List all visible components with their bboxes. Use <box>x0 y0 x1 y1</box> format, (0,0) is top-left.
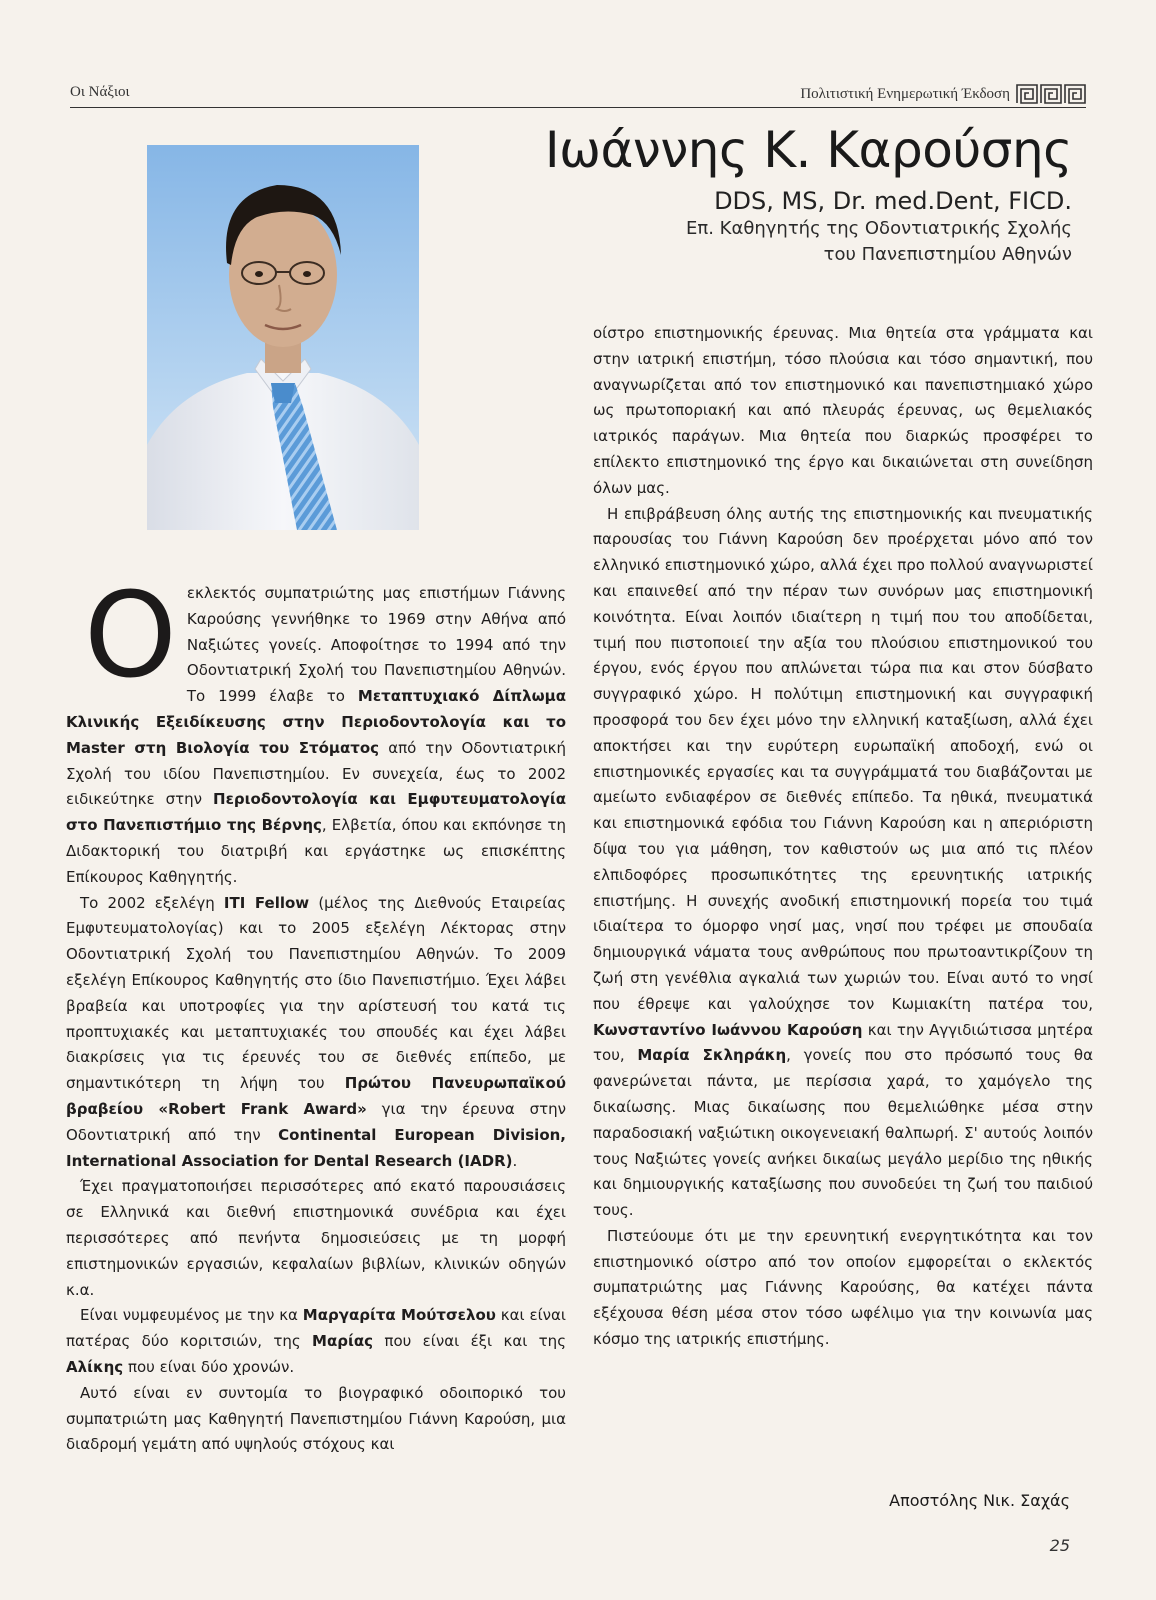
body-text: Πιστεύουμε ότι με την ερευνητική ενεργητικότητα και τον επιστημονικό οίστρο από τον οποίον εμφορείται ο εκλεκτός συμπατριώτης μας Γιάννης Καρούσης, θα κατέχει πάντα εξέχουσα θέση μέσα στον τόσο ωφέλιμο για την κοινωνία μας κόσμο της ιατρικής επιστήμης. <box>593 1226 1093 1349</box>
paragraph <box>593 321 1093 502</box>
body-text: Έχει πραγματοποιήσει περισσότερες από εκατό παρουσιάσεις σε Ελληνικά και διεθνή επιστημονικά συνέδρια και έχει περισσότερες από πενήντα δημοσιεύσεις με τη μορφή επιστημονικών εργασιών, κεφαλαίων βιβλίων, κλινικών οδηγών κ.α. <box>66 1177 566 1299</box>
bold-text: Μαρίας <box>312 1332 374 1351</box>
portrait-photo <box>147 145 419 530</box>
bold-text: ITI Fellow <box>223 893 310 912</box>
paragraph <box>593 1224 1093 1353</box>
bold-text: Περιοδοντολογία και Εμφυτευματολογία στο Πανεπιστήμιο της Βέρνης <box>66 790 567 835</box>
page-number: 25 <box>1049 1536 1070 1555</box>
paragraph <box>66 1174 566 1303</box>
bold-text: Αλίκης <box>66 1357 124 1376</box>
right-column <box>593 321 1093 1353</box>
bold-text: Μεταπτυχιακό Δίπλωμα Κλινικής Εξειδίκευσης στην Περιοδοντολογία και το Master στη Βιολογία του Στόματος <box>66 687 566 757</box>
bold-text: Κωνσταντίνο Ιωάννου Καρούση <box>593 1020 863 1039</box>
body-text: (μέλος της Διεθνούς Εταιρείας Εμφυτευματολογίας) και το 2005 εξελέγη Λέκτορας στην Οδοντιατρική Σχολή του Πανεπιστημίου Αθηνών. Το 2009 εξελέγη Επίκουρος Καθηγητής στο ίδιο Πανεπιστήμιο. Έχει λάβει βραβεία και υποτροφίες για την αρίστευσή του κατά τις προπτυχιακές και μεταπτυχιακές του σπουδές και έχει λάβει διακρίσεις για τις έρευνές του σε διεθνές επίπεδο, με σημαντικότερη τη λήψη του <box>66 893 566 1093</box>
title-block <box>472 120 1072 268</box>
header-rule <box>70 107 1086 108</box>
paragraph <box>66 566 567 891</box>
header-right-text: Πολιτιστική Ενημερωτική Έκδοση <box>800 85 1010 102</box>
bold-text: Continental European Division, International Association for Dental Research (IADR) <box>66 1125 566 1170</box>
body-text: Είναι νυμφευμένος με την κα <box>80 1306 303 1325</box>
left-column <box>66 566 567 1458</box>
body-text: και είναι πατέρας δύο κοριτσιών, της <box>66 1306 566 1351</box>
paragraph <box>66 891 566 1175</box>
header-left-text: Οι Νάξιοι <box>70 84 130 100</box>
bold-text: Πρώτου Πανευρωπαϊκού βραβείου «Robert Frank Award» <box>66 1074 566 1118</box>
paragraph <box>66 1381 566 1458</box>
bold-text: Μαρία Σκληράκη <box>637 1046 787 1065</box>
header-right <box>800 84 1086 104</box>
body-text: εκλεκτός συμπατριώτης μας επιστήμων Γιάννης Καρούσης γεννήθηκε το 1969 στην Αθήνα από Ναξιώτες γονείς. Αποφοίτησε το 1994 από την Οδοντιατρική Σχολή του Πανεπιστημίου Αθηνών. Το 1999 έλαβε το <box>186 584 566 706</box>
bold-text: Μαργαρίτα Μούτσελου <box>302 1306 496 1325</box>
body-text: Το 2002 εξελέγη <box>80 893 224 912</box>
drop-cap: Ο <box>84 566 177 704</box>
paragraph <box>66 1303 566 1380</box>
body-text: . <box>512 1151 518 1170</box>
person-degrees: DDS, MS, Dr. med.Dent, FICD. <box>714 187 1072 215</box>
body-text: που είναι δύο χρονών. <box>123 1357 295 1376</box>
body-text: Αυτό είναι εν συντομία το βιογραφικό οδοιπορικό του συμπατριώτη μας Καθηγητή Πανεπιστημίου Γιάννη Καρούση, μια διαδρομή γεμάτη από υψηλούς στόχους και <box>66 1383 566 1454</box>
person-name: Ιωάννης Κ. Καρούσης <box>544 121 1072 179</box>
body-text: που είναι έξι και της <box>373 1332 566 1351</box>
body-text: για την έρευνα στην Οδοντιατρική από την <box>66 1099 566 1144</box>
author-signature: Αποστόλης Νικ. Σαχάς <box>889 1491 1070 1510</box>
body-text: και την Αγγιδιώτισσα μητέρα του, <box>593 1020 1094 1065</box>
person-position-line2: του Πανεπιστημίου Αθηνών <box>823 244 1072 265</box>
body-text: από την Οδοντιατρική Σχολή του ιδίου Πανεπιστημίου. Εν συνεχεία, έως το 2002 ειδικεύτηκε στην <box>66 738 566 809</box>
person-position-line1: Επ. Καθηγητής της Οδοντιατρικής Σχολής <box>686 218 1072 239</box>
greek-meander-icon <box>1016 84 1086 104</box>
body-text: , γονείς που στο πρόσωπό τους θα φανερώνεται πάντα, με περίσσια χαρά, το χαμόγελο της δικαίωσης. Μιας δικαίωσης που θεμελιώθηκε μέσα στην παραδοσιακή ναξιώτικη οικογενειακή θαλπωρή. Σ' αυτούς λοιπόν τους Ναξιώτες γονείς ανήκει δικαίως μεγάλο μερίδιο της ηθικής και δημιουργικής καταξίωσης που συνοδεύει τη ζωή του παιδιού τους. <box>593 1046 1093 1220</box>
body-text: οίστρο επιστημονικής έρευνας. Μια θητεία στα γράμματα και στην ιατρική επιστήμη, τόσο πλούσια και τόσο σημαντική, που αναγνωρίζεται από τον επιστημονικό και πανεπιστημιακό χώρο ως πρωτοποριακή και από πλευράς έρευνας, ως θεμελιακός ιατρικός παράγων. Μια θητεία που διαρκώς προσφέρει το επίλεκτο επιστημονικό της έργο και δικαιώνεται στη συνείδηση όλων μας. <box>593 324 1093 497</box>
body-text: , Ελβετία, όπου και εκπόνησε τη Διδακτορική του διατριβή και εργάστηκε ως επισκέπτης Επίκουρος Καθηγητής. <box>66 816 567 886</box>
body-text: Η επιβράβευση όλης αυτής της επιστημονικής και πνευματικής παρουσίας του Γιάννη Καρούση δεν προέρχεται μόνο από τον ελληνικό επιστημονικό χώρο, αλλά έχει προ πολλού αναγνωριστεί και επαινεθεί από την πέραν των συνόρων μας επιστημονική κοινότητα. Είναι λοιπόν ιδιαίτερη η τιμή που του αποδίδεται, τιμή που πιστοποιεί την αξία του πλούσιου επιστημονικού του έργου, ενός έργου που απλώνεται τώρα πια και στον δύσβατο συγγραφικό χώρο. Η πολύτιμη επιστημονική και συγγραφική προσφορά του δεν έχει μόνο την ελληνική καταξίωση, αλλά έχει αποκτήσει και την ευρύτερη ευρωπαϊκή αποδοχή, ενώ οι επιστημονικές εργασίες και τα συγγράμματά του διαβάζονται με αμείωτο ενδιαφέρον σε διεθνές επίπεδο. Τα ηθικά, πνευματικά και επιστημονικά εφόδια του Γιάννη Καρούση και η απεριόριστη δίψα του για μάθηση, τον καθιστούν ως μια από τις πλέον ελπιδοφόρες προσωπικότητες της ερευνητικής ιατρικής επιστήμης. Η συνεχής ανοδική επιστημονική πορεία του τιμά ιδιαίτερα το όμορφο νησί μας, νησί που τρέφει με σπουδαία δημιουργικά νάματα τους ανθρώπους που πρωτοαντικρίζουν τη ζωή στη γενέθλια αγκαλιά των χωριών του. Είναι αυτό το νησί που έθρεψε και γαλούχησε τον Κωμιακίτη πατέρα του, <box>593 504 1093 1013</box>
paragraph <box>593 502 1093 1224</box>
